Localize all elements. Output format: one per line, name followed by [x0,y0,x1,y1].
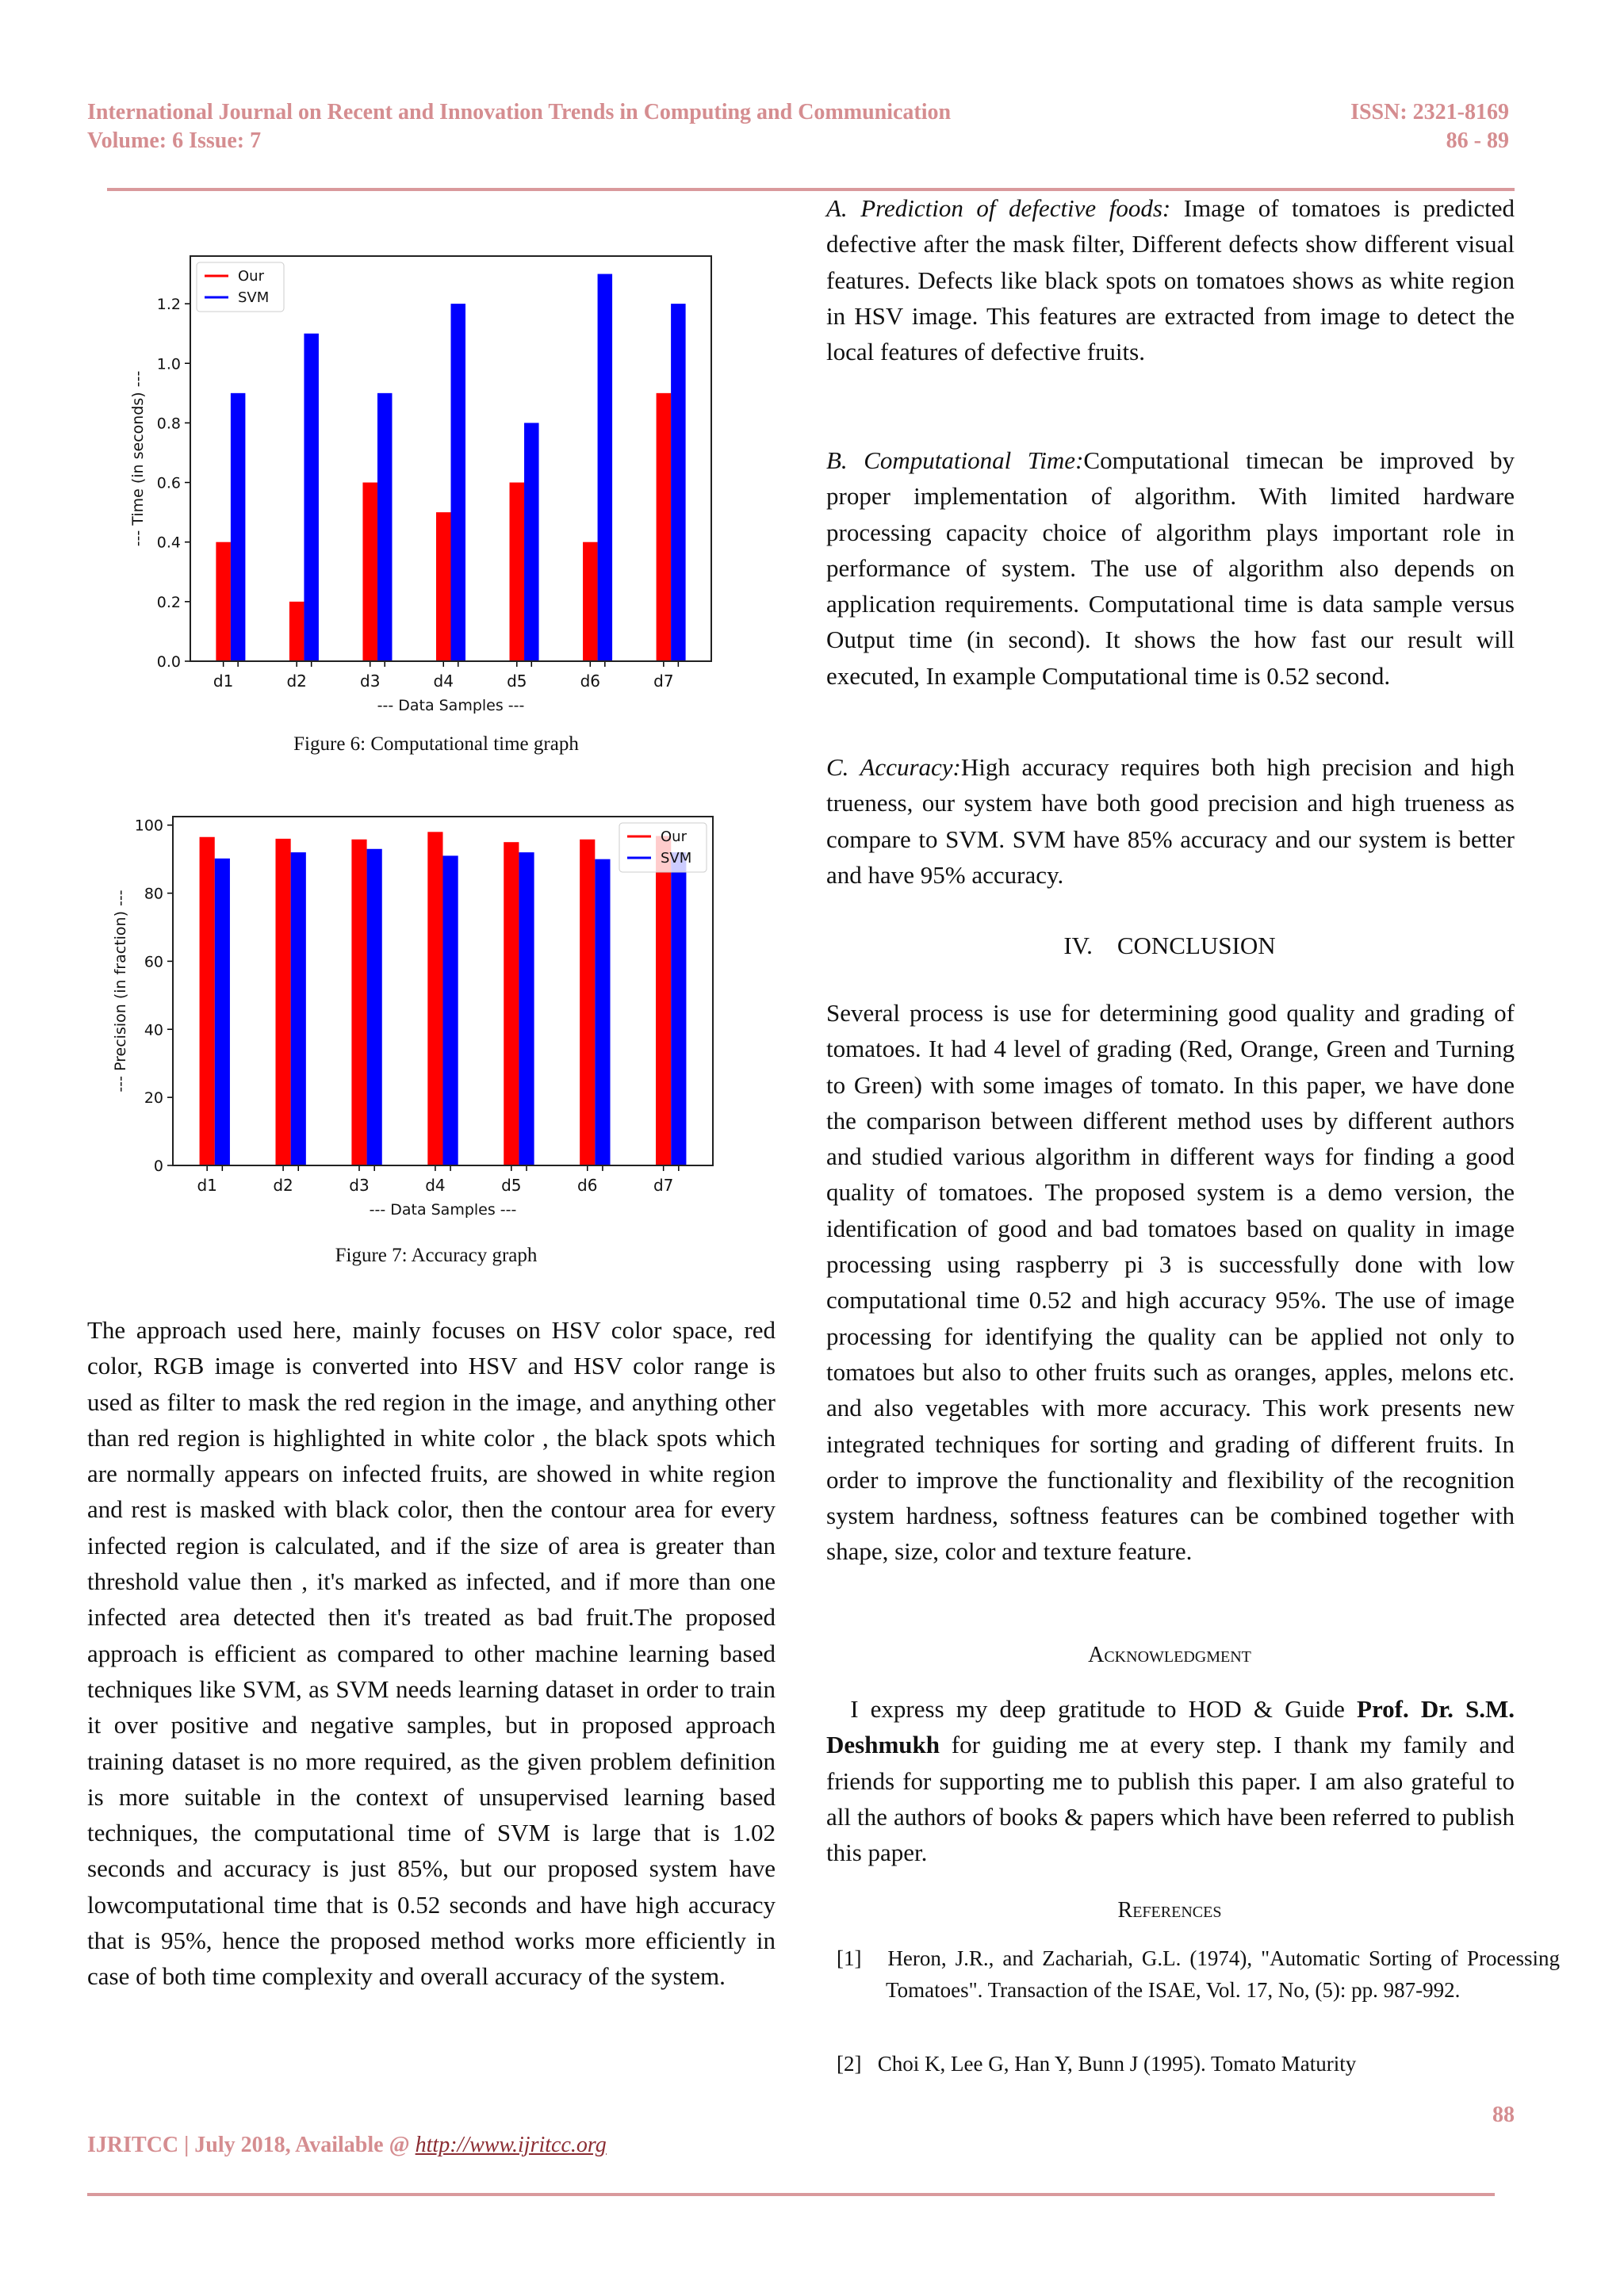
x-tick-label-d2: d2 [286,672,307,691]
footer-rule [87,2193,1495,2196]
page-number: 88 [1492,2103,1515,2127]
subsection-a-text: Image of tomatoes is predicted defective after the mask filter, Different defects show different visual features. Defects like black spots on tomatoes shows as white region in HSV image. This features are extracted from image to detect the local features of defective fruits. [826,194,1515,366]
x-tick-label-d4: d4 [433,672,454,691]
y-tick-label: 20 [144,1089,163,1108]
computational-time-chart [119,238,737,714]
subsection-c-text: High accuracy requires both high precision and high trueness, our system have both good precision and high trueness as compare to SVM. SVM have 85% accuracy and our system is better and have 95% accuracy. [826,753,1515,889]
bar-our-d2 [275,839,290,1165]
subsection-b-text: Computational timecan be improved by proper implementation of algorithm. With limited hardware processing capacity choice of algorithm plays important role in performance of system. The use of algorithm also depends on application requirements. Computational time is data sample versus Output time (in second). It shows the how fast our result will executed, In example Computational time is 0.52 second. [826,446,1515,690]
issn: ISSN: 2321-8169 [1350,100,1509,124]
y-tick-label: 0.4 [156,534,181,552]
bar-svm-d3 [377,393,393,661]
legend-label-svm: SVM [238,289,270,306]
y-tick-label: 0.6 [156,474,181,492]
conclusion-section [826,995,1515,1570]
bar-our-d5 [504,842,519,1165]
bar-svm-d6 [598,274,613,661]
y-tick-label: 0.0 [156,653,181,671]
conclusion-heading: IV. CONCLUSION [1063,932,1276,959]
x-tick-label-d6: d6 [580,672,601,691]
bar-our-d6 [580,840,595,1165]
bar-our-d7 [656,836,671,1165]
bar-svm-d7 [671,304,686,661]
legend-label-our: Our [661,828,687,845]
y-tick-label: 0.2 [156,593,181,611]
x-tick-label-d7: d7 [653,672,674,691]
bar-our-d4 [427,832,442,1165]
bar-svm-d2 [304,334,319,661]
bar-svm-d7 [671,852,686,1165]
subsection-c [826,749,1515,893]
x-tick-label-d1: d1 [197,1176,217,1195]
subsection-b [826,442,1515,694]
footer-text: IJRITCC | July 2018, Available @ [87,2133,416,2157]
bar-svm-d5 [519,852,534,1165]
x-tick-label-d4: d4 [425,1176,446,1195]
bar-our-d4 [436,512,451,661]
bar-our-d1 [200,837,215,1165]
y-tick-label: 0.8 [156,415,181,433]
subsection-b-title: B. Computational Time: [826,446,1084,474]
legend-label-our: Our [238,268,264,285]
subsection-c-title: C. Accuracy: [826,753,961,781]
volume-issue: Volume: 6 Issue: 7 [87,128,262,153]
bar-our-d6 [583,542,598,661]
bar-our-d5 [510,483,525,661]
bar-svm-d3 [367,849,382,1165]
x-tick-label-d3: d3 [360,672,381,691]
accuracy-chart [103,801,730,1229]
x-tick-label-d5: d5 [507,672,527,691]
footer [87,2133,607,2158]
journal-title: International Journal on Recent and Innovation Trends in Computing and Communication [87,100,952,124]
y-tick-label: 1.2 [156,296,181,314]
bar-svm-d1 [231,393,246,661]
bar-svm-d1 [215,859,230,1165]
y-tick-label: 80 [144,885,163,903]
approach-paragraph: The approach used here, mainly focuses on HSV color space, red color, RGB image is converted into HSV and HSV color range is used as filter to mask the red region in the image, and anything other than red region is highlighted in white color , the black spots which are normally appears on infected fruits, are showed in white region and rest is masked with black color, then the contour area for every infected region is calculated, and if the size of area is greater than threshold value then , it's marked as infected, and if more than one infected area detected then it's treated as bad fruit.The proposed approach is efficient as compared to other machine learning based techniques like SVM, as SVM needs learning dataset in order to train it over positive and negative samples, but in proposed approach training dataset is no more required, as the given problem definition is more suitable in the context of unsupervised learning based techniques, the computational time of SVM is large that is 1.02 seconds and accuracy is just 85%, but our proposed system have lowcomputational time that is 0.52 seconds and have high accuracy that is 95%, hence the proposed method works more efficiently in case of both time complexity and overall accuracy of the system. [87,1316,776,1991]
legend-label-svm: SVM [661,850,692,867]
bar-our-d3 [362,483,377,661]
bar-svm-d2 [291,852,306,1165]
bar-our-d3 [351,840,366,1165]
x-axis-label: --- Data Samples --- [377,697,525,714]
acknowledgment-pre: I express my deep gratitude to HOD & Guide [826,1695,1358,1723]
x-tick-label-d3: d3 [349,1176,370,1195]
subsection-a [826,190,1515,369]
y-tick-label: 40 [144,1021,163,1039]
left-body-paragraph [87,1312,776,1995]
x-axis-label: --- Data Samples --- [369,1201,517,1219]
y-tick-label: 100 [134,817,163,835]
figure-6-caption: Figure 6: Computational time graph [293,733,579,755]
y-tick-label: 0 [153,1158,163,1175]
bar-our-d7 [657,393,672,661]
x-tick-label-d5: d5 [501,1176,522,1195]
bar-svm-d4 [451,304,466,661]
bar-our-d1 [216,542,231,661]
bar-svm-d4 [443,855,458,1165]
x-tick-label-d7: d7 [653,1176,674,1195]
acknowledgment-heading: Acknowledgment [1088,1643,1251,1667]
bar-svm-d5 [524,423,539,661]
x-tick-label-d6: d6 [577,1176,598,1195]
acknowledgment-post: for guiding me at every step. I thank my family and friends for supporting me to publish this paper. I am also grateful to all the authors of books & papers which have been referred to publish this paper. [826,1731,1515,1867]
bar-svm-d6 [595,859,610,1165]
y-tick-label: 1.0 [156,355,181,373]
acknowledgment-section [826,1691,1515,1870]
bar-our-d2 [289,602,304,661]
subsection-a-title: A. Prediction of defective foods: [826,194,1171,222]
figure-7-caption: Figure 7: Accuracy graph [335,1245,538,1266]
acknowledgment-guide: Prof. Dr. S.M. Deshmukh [826,1695,1515,1759]
y-axis-label: --- Time (in seconds) --- [129,370,147,547]
page-range: 86 - 89 [1446,128,1509,153]
journal-link[interactable]: http://www.ijritcc.org [415,2133,607,2157]
x-tick-label-d1: d1 [213,672,234,691]
y-tick-label: 60 [144,953,163,971]
conclusion-text: Several process is use for determining good quality and grading of tomatoes. It had 4 level of grading (Red, Orange, Green and Turning to Green) with some images of tomato. In this paper, we have done the comparison between different method uses by different authors and studied various algorithm in different ways for finding a good quality of tomatoes. The proposed system is a demo version, the identification of good and bad tomatoes based on quality in image processing using raspberry pi 3 is successfully done with low computational time 0.52 and high accuracy 95%. The use of image processing for identifying the quality can be applied not only to tomatoes but also to other fruits such as oranges, apples, melons etc. and also vegetables with more accuracy. This work presents new integrated techniques for sorting and grading of different fruits. In order to improve the functionality and flexibility of the recognition system hardness, softness features can be combined together with shape, size, color and texture feature. [826,999,1515,1566]
y-axis-label: --- Precision (in fraction) --- [112,890,129,1093]
references-heading: References [1117,1898,1222,1923]
x-tick-label-d2: d2 [273,1176,293,1195]
reference-item: [2] Choi K, Lee G, Han Y, Bunn J (1995). Tomato Maturity [837,2052,1357,2076]
reference-item: [1] Heron, J.R., and Zachariah, G.L. (1974), "Automatic Sorting of Processing Tomatoes". Transaction of the ISAE, Vol. 17, No, (5): pp. 987-992. [837,1946,1560,2002]
